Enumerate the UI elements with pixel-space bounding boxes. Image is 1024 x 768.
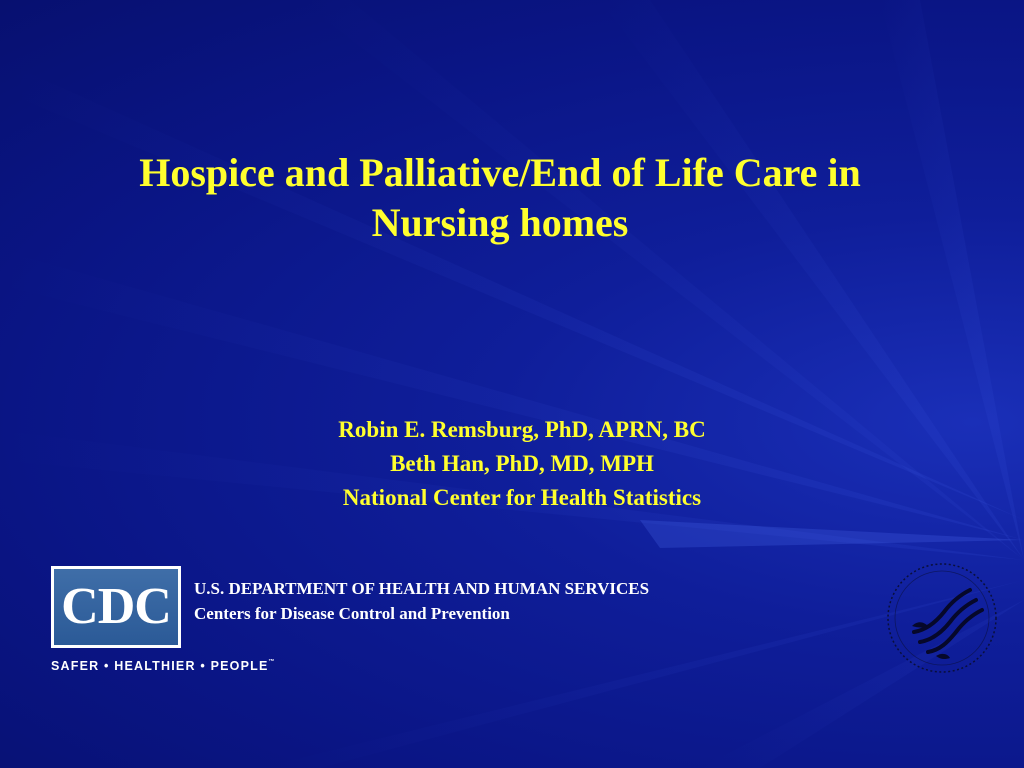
cdc-logo <box>51 566 181 648</box>
hhs-eagle-seal-icon <box>884 560 1000 676</box>
department-name: U.S. DEPARTMENT OF HEALTH AND HUMAN SERVICES <box>194 579 650 598</box>
cdc-logo-text: CDC <box>54 569 178 645</box>
trademark-symbol: ™ <box>268 659 275 665</box>
title-line-2: Nursing homes <box>371 200 629 245</box>
cdc-tagline <box>51 659 275 673</box>
title-line-1: Hospice and Palliative/End of Life Care in <box>139 150 861 195</box>
department-block <box>194 576 649 626</box>
tagline-text: SAFER • HEALTHIER • PEOPLE <box>51 659 269 673</box>
author-block <box>222 413 822 515</box>
slide-title <box>60 148 940 248</box>
agency-name: Centers for Disease Control and Prevention <box>194 604 510 623</box>
author-affiliation: National Center for Health Statistics <box>342 485 702 510</box>
author-1: Robin E. Remsburg, PhD, APRN, BC <box>338 417 706 442</box>
author-2: Beth Han, PhD, MD, MPH <box>390 451 654 476</box>
